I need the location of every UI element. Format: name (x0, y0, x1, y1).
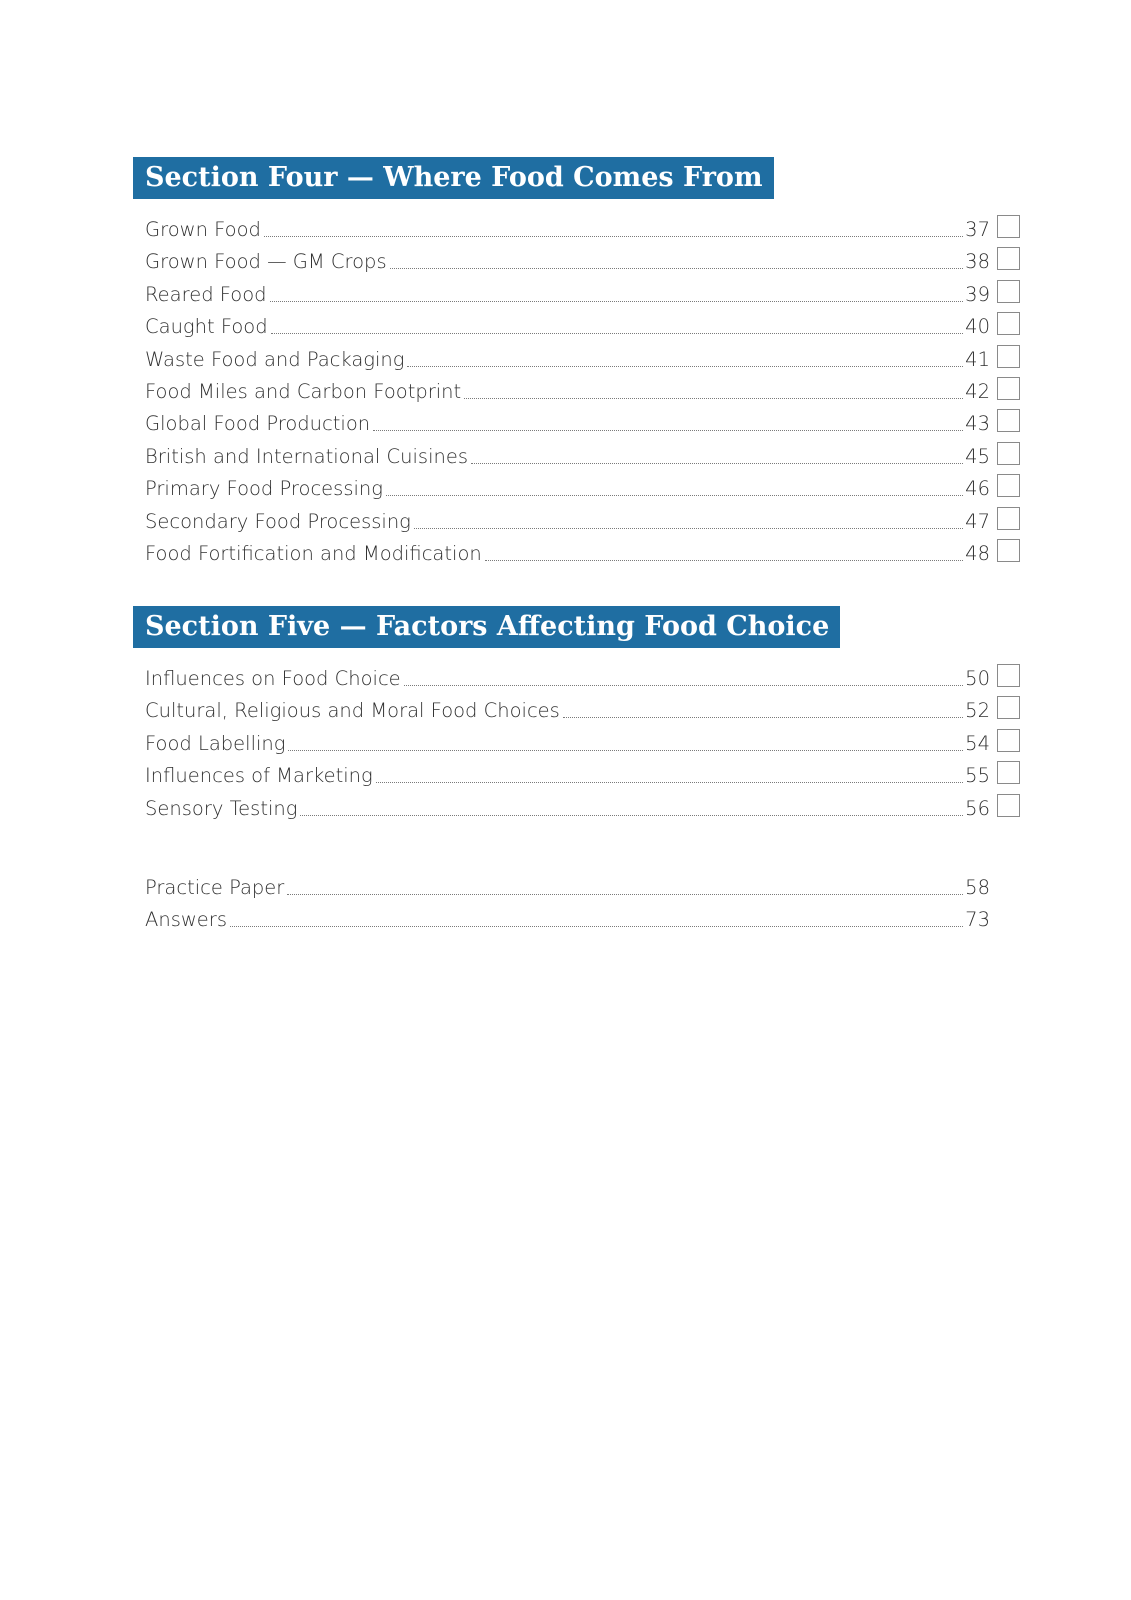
dot-leader (264, 236, 963, 237)
dot-leader (407, 366, 963, 367)
toc-entry-page: 42 (965, 379, 990, 403)
section-four (133, 157, 1033, 568)
toc-entry (133, 758, 1033, 790)
toc-row[interactable] (145, 870, 990, 900)
dot-leader (373, 430, 963, 431)
tick-box[interactable] (997, 312, 1020, 335)
dot-leader (271, 333, 964, 334)
toc-entry-title: Answers (145, 908, 227, 932)
toc-entry-page: 39 (965, 282, 990, 306)
toc-entry-title: Food Miles and Carbon Footprint (145, 379, 462, 403)
tick-box[interactable] (997, 696, 1020, 719)
toc-entry-page: 54 (965, 731, 990, 755)
toc-entry-title: Grown Food — GM Crops (145, 250, 387, 274)
toc-entry (133, 536, 1033, 568)
tick-box[interactable] (997, 345, 1020, 368)
dot-leader (270, 301, 964, 302)
tick-box[interactable] (997, 280, 1020, 303)
dot-leader (376, 782, 963, 783)
toc-row[interactable] (145, 471, 990, 501)
dot-leader (390, 268, 964, 269)
toc-entry-title: Food Labelling (145, 731, 286, 755)
toc-row[interactable] (145, 726, 990, 756)
toc-entry-title: Practice Paper (145, 876, 285, 899)
extras-list (133, 857, 1033, 935)
toc-row[interactable] (145, 693, 990, 723)
toc-entry (133, 439, 1033, 471)
toc-entry (133, 870, 1033, 902)
toc-row[interactable] (145, 902, 990, 932)
toc-row[interactable] (145, 244, 990, 274)
toc-entry-page: 37 (965, 218, 990, 241)
tick-box[interactable] (997, 377, 1020, 400)
tick-box[interactable] (997, 507, 1020, 530)
toc-row[interactable] (145, 661, 990, 691)
toc-row[interactable] (145, 791, 990, 821)
section-heading: Section Five — Factors Affecting Food Choice (133, 606, 840, 648)
toc-entry (133, 661, 1033, 693)
dot-leader (414, 528, 963, 529)
toc-entry (133, 309, 1033, 341)
toc-entry-page: 52 (965, 699, 990, 723)
toc-row[interactable] (145, 374, 990, 404)
toc-entry (133, 406, 1033, 438)
dot-leader (464, 398, 963, 399)
dot-leader (300, 815, 963, 816)
toc-entry (133, 342, 1033, 374)
toc-entry-page: 41 (965, 347, 990, 371)
tick-box[interactable] (997, 794, 1020, 817)
toc-entry-page: 46 (965, 477, 990, 501)
dot-leader (288, 750, 963, 751)
toc-entry (133, 504, 1033, 536)
toc-row[interactable] (145, 406, 990, 436)
toc-row[interactable] (145, 758, 990, 788)
toc-entry (133, 277, 1033, 309)
toc-entry-page: 55 (965, 764, 990, 788)
toc-entry-page: 50 (965, 667, 990, 690)
toc-row[interactable] (145, 212, 990, 242)
toc-entry (133, 726, 1033, 758)
toc-entry (133, 244, 1033, 276)
tick-box[interactable] (997, 442, 1020, 465)
toc-entry-page: 58 (965, 876, 990, 899)
section-entries (133, 212, 1033, 568)
toc-row[interactable] (145, 504, 990, 534)
toc-entry (133, 212, 1033, 244)
toc-entry-page: 40 (965, 315, 990, 339)
toc-entry-page: 48 (965, 541, 990, 565)
tick-box[interactable] (997, 409, 1020, 432)
dot-leader (563, 717, 963, 718)
dot-leader (404, 685, 964, 686)
section-heading: Section Four — Where Food Comes From (133, 157, 774, 199)
toc-entry (133, 791, 1033, 823)
toc-entry (133, 374, 1033, 406)
tick-box[interactable] (997, 539, 1020, 562)
toc-row[interactable] (145, 439, 990, 469)
tick-box[interactable] (997, 664, 1020, 687)
toc-entry-page: 56 (965, 796, 990, 820)
toc-entry-title: Secondary Food Processing (145, 509, 411, 533)
toc-row[interactable] (145, 277, 990, 307)
toc-entry (133, 471, 1033, 503)
toc-entry (133, 902, 1033, 934)
toc-row[interactable] (145, 342, 990, 372)
toc-entry-title: Grown Food (145, 218, 261, 241)
toc-entry-title: Caught Food (145, 315, 268, 339)
toc-entry-title: British and International Cuisines (145, 444, 469, 468)
toc-entry-title: Influences of Marketing (145, 764, 373, 788)
toc-entry-title: Cultural, Religious and Moral Food Choices (145, 699, 560, 723)
tick-box[interactable] (997, 474, 1020, 497)
section-entries (133, 661, 1033, 823)
toc-entry-title: Primary Food Processing (145, 477, 383, 501)
toc-entry-page: 47 (965, 509, 990, 533)
toc-entry-page: 45 (965, 444, 990, 468)
tick-box[interactable] (997, 761, 1020, 784)
toc-row[interactable] (145, 309, 990, 339)
dot-leader (471, 463, 963, 464)
toc-row[interactable] (145, 536, 990, 566)
toc-entry-title: Waste Food and Packaging (145, 347, 405, 371)
tick-box[interactable] (997, 247, 1020, 270)
extras-entries (133, 870, 1033, 935)
dot-leader (386, 495, 963, 496)
toc-entry-title: Reared Food (145, 282, 267, 306)
toc-entry-title: Food Fortification and Modification (145, 541, 482, 565)
tick-box[interactable] (997, 215, 1020, 238)
toc-entry-title: Influences on Food Choice (145, 667, 401, 690)
toc-entry-title: Sensory Testing (145, 796, 298, 820)
toc-entry-page: 38 (965, 250, 990, 274)
dot-leader (485, 560, 963, 561)
dot-leader (287, 894, 963, 895)
toc-entry-page: 73 (965, 908, 990, 932)
toc-entry (133, 693, 1033, 725)
toc-entry-page: 43 (965, 412, 990, 436)
dot-leader (230, 926, 963, 927)
section-five (133, 606, 1033, 823)
tick-box[interactable] (997, 729, 1020, 752)
toc-entry-title: Global Food Production (145, 412, 371, 436)
